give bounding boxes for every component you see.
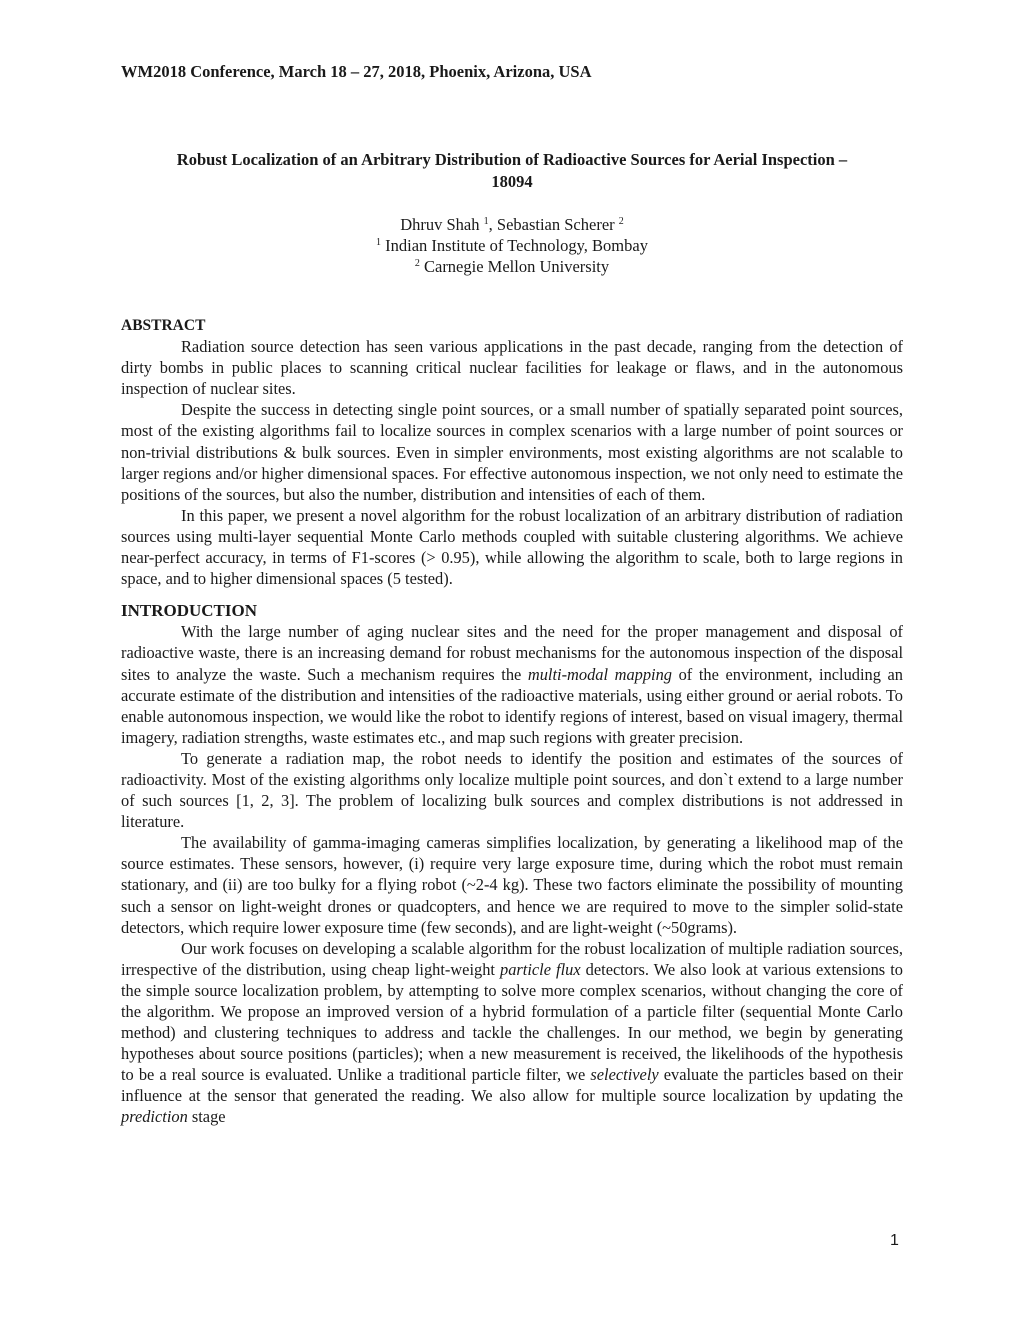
- affiliation-2: $^2$ Carnegie Mellon University: [414, 257, 610, 276]
- author-separator: ,: [488, 215, 497, 234]
- introduction-paragraph-1: With the large number of aging nuclear sites and the need for the proper management and disposal of radioactive waste, there is an increasing demand for robust mechanisms for the autonomous inspection of the disposal sites to analyze the waste. Such a mechanism requires the multi-modal mapping of the environment, including an accurate estimate of the distribution and intensities of the radioactive materials, using either ground or aerial robots. To enable autonomous inspection, we would like the robot to identify regions of interest, based on visual imagery, thermal imagery, radiation strengths, waste estimates etc., and map such regions with greater precision.: [121, 622, 903, 747]
- emphasis-prediction: prediction: [121, 1107, 188, 1127]
- abstract-paragraph-2: Despite the success in detecting single point sources, or a small number of spatially separated point sources, most of the existing algorithms fail to localize sources in complex scenarios with a large number of point sources or non-trivial distributions & bulk sources. Even in simpler environments, most existing algorithms are not scalable to larger regions and/or higher dimensional spaces. For effective autonomous inspection, we not only need to estimate the positions of the sources, but also the number, distribution and intensities of each of them.: [121, 400, 903, 504]
- emphasis-selectively: selectively: [590, 1065, 659, 1085]
- introduction-paragraph-3: The availability of gamma-imaging cameras simplifies localization, by generating a likelihood map of the source estimates. These sensors, however, (i) require very large exposure time, during which the robot must remain stationary, and (ii) are too bulky for a flying robot (~2-4 kg). These two factors eliminate the possibility of mounting such a sensor on light-weight drones or quadcopters, and hence we are required to move to the simpler solid-state detectors, which require lower exposure time (few seconds), and are light-weight (~50grams).: [121, 833, 903, 937]
- author-line: [121, 214, 903, 235]
- author-affiliation-mark-1: 1: [483, 216, 489, 227]
- page-number: 1: [890, 1232, 899, 1249]
- author-block: [121, 214, 903, 277]
- paper-body: [121, 315, 903, 1128]
- paper-title-line-1: Robust Localization of an Arbitrary Distribution of Radioactive Sources for Aerial Inspection –: [176, 150, 848, 169]
- emphasis-particle-flux: particle flux: [500, 959, 581, 979]
- author-name-2: Sebastian Scherer: [496, 215, 615, 234]
- abstract-paragraph-1: Radiation source detection has seen various applications in the past decade, ranging from the detection of dirty bombs in public places to scanning critical nuclear facilities for leakage or flaws, and in the autonomous inspection of nuclear sites.: [121, 337, 903, 399]
- paper-title: [121, 149, 903, 193]
- introduction-paragraph-4: Our work focuses on developing a scalable algorithm for the robust localization of multiple radiation sources, irrespective of the distribution, using cheap light-weight particle flux detectors. We also look at various extensions to the simple source localization problem, by attempting to solve more complex scenarios, without changing the core of the algorithm. We propose an improved version of a hybrid formulation of a particle filter (sequential Monte Carlo method) and clustering techniques to address and tackle the challenges. In our method, we begin by generating hypotheses about source positions (particles); when a new measurement is received, the likelihoods of the hypothesis to be a real source is evaluated. Unlike a traditional particle filter, we selectively evaluate the particles based on their influence at the sensor that generated the reading. We also allow for multiple source localization by updating the prediction stage: [121, 938, 903, 1127]
- author-name-1: Dhruv Shah: [400, 215, 480, 234]
- running-header: WM2018 Conference, March 18 – 27, 2018, Phoenix, Arizona, USA: [121, 62, 592, 81]
- paper-title-line-2: 18094: [491, 172, 533, 191]
- introduction-paragraph-2: To generate a radiation map, the robot needs to identify the position and estimates of the sources of radioactivity. Most of the existing algorithms only localize multiple point sources, and don`t extend to a large number of such sources [1, 2, 3]. The problem of localizing bulk sources and complex distributions is not addressed in literature.: [121, 748, 903, 832]
- author-affiliation-mark-2: 2: [618, 216, 624, 227]
- abstract-paragraph-3: In this paper, we present a novel algorithm for the robust localization of an arbitrary distribution of radiation sources using multi-layer sequential Monte Carlo methods coupled with suitable clustering algorithms. We achieve near-perfect accuracy, in terms of F1-scores (> 0.95), while allowing the algorithm to scale, both to large regions in space, and to higher dimensional spaces (5 tested).: [121, 505, 903, 589]
- emphasis-multi-modal-mapping: multi-modal mapping: [527, 664, 672, 684]
- introduction-heading: INTRODUCTION: [121, 601, 258, 621]
- abstract-heading: ABSTRACT: [121, 317, 206, 334]
- affiliation-1: $^1$ Indian Institute of Technology, Bombay: [376, 236, 648, 255]
